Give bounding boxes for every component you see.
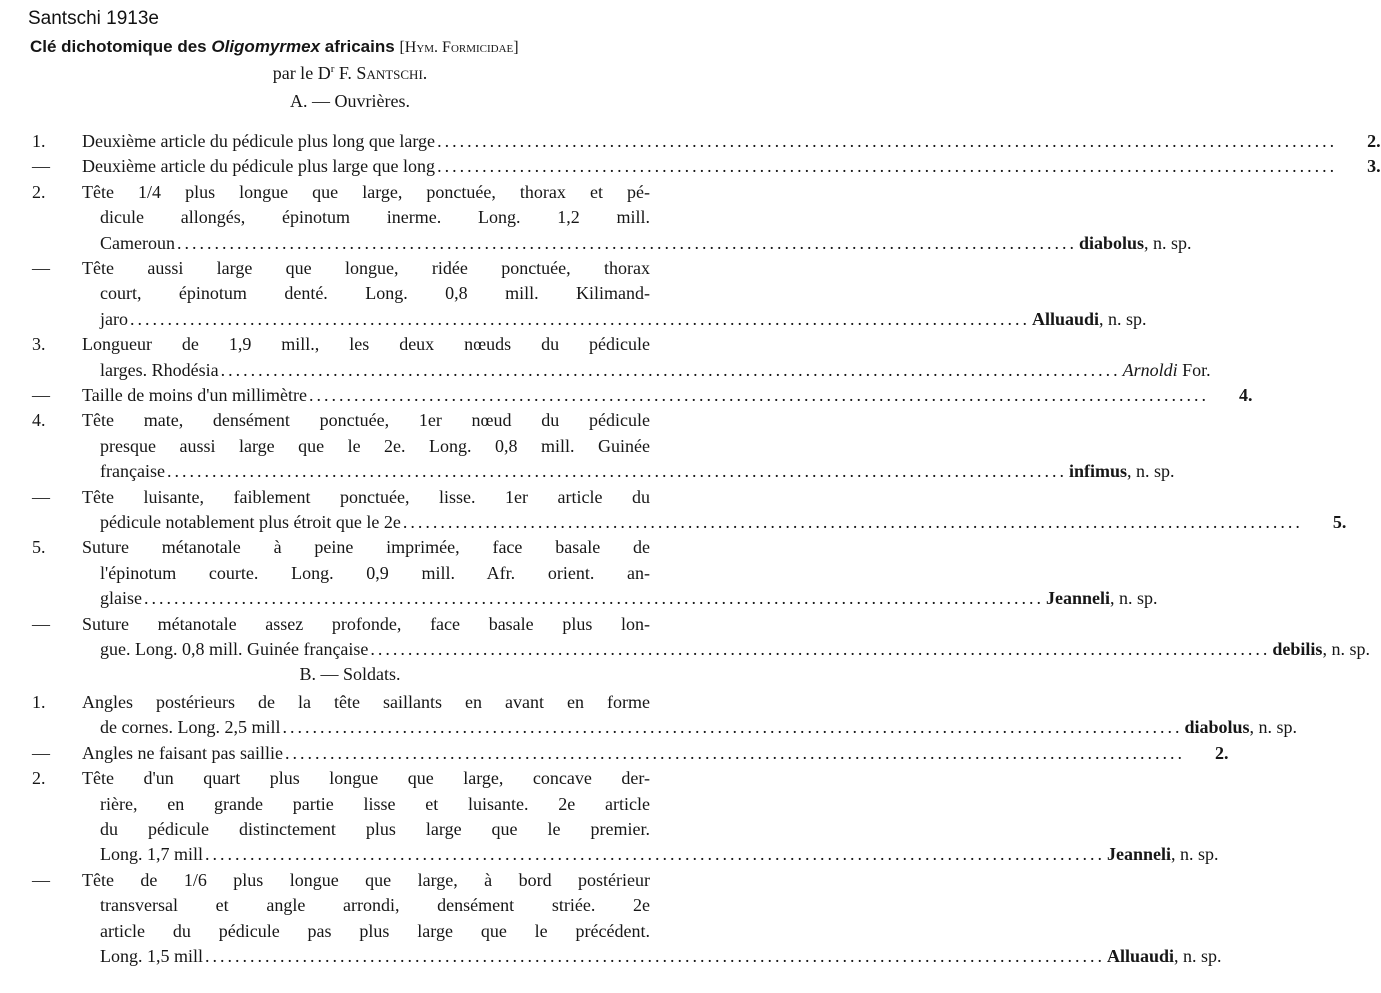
couplet-number: — — [32, 486, 50, 507]
couplet-line: court, épinotum denté. Long. 0,8 mill. Kilimand- — [100, 283, 650, 304]
couplet-target: 4. — [1238, 385, 1253, 405]
couplet-line: rière, en grande partie lisse et luisante. 2e article — [100, 793, 650, 814]
title-suffix: africains — [324, 37, 395, 56]
couplet-line — [100, 359, 1211, 381]
title-order: [Hym. Formicidae] — [399, 39, 519, 56]
species-authority: , n. sp. — [1110, 588, 1158, 609]
leader-dots: ........................................................................................................................ — [129, 308, 1030, 329]
couplet-line: du pédicule distinctement plus large que le premier. — [100, 818, 650, 839]
couplet-number: — — [32, 385, 50, 405]
couplet-line — [82, 131, 1381, 152]
couplet-text: larges. Rhodésia — [100, 359, 219, 380]
species-name — [1107, 844, 1219, 865]
leader-dots: ........................................................................................................................ — [205, 844, 1105, 865]
species-authority: For. — [1177, 359, 1211, 380]
couplet-line: Tête d'un quart plus longue que large, concave der- — [82, 768, 650, 789]
couplet-line: article du pédicule pas plus large que le précédent. — [100, 920, 650, 941]
couplet-line: Longueur de 1,9 mill., les deux nœuds du pédicule — [82, 334, 650, 355]
couplet-line — [100, 945, 1222, 967]
document-title — [30, 37, 519, 57]
couplet-number: — — [32, 156, 50, 177]
couplet-number: 3. — [32, 334, 46, 355]
couplet-line — [82, 156, 1381, 177]
species-epithet: diabolus — [1078, 232, 1145, 253]
couplet-target: 2. — [1214, 742, 1229, 763]
couplet-line: presque aussi large que le 2e. Long. 0,8 mill. Guinée — [100, 435, 650, 456]
couplet-text: Deuxième article du pédicule plus large que long — [82, 156, 436, 177]
couplet-text: de cornes. Long. 2,5 mill — [100, 717, 281, 738]
leader-dots: ........................................................................................................................ — [282, 717, 1183, 738]
couplet-line — [100, 511, 1347, 533]
species-name — [1184, 717, 1297, 738]
source-citation: Santschi 1913e — [28, 8, 159, 29]
leader-dots: ........................................................................................................................ — [370, 638, 1271, 659]
couplet-number: — — [32, 613, 50, 634]
species-name — [1107, 946, 1222, 967]
couplet-number: — — [32, 258, 50, 278]
couplet-line — [82, 742, 1229, 764]
title-genus: Oligomyrmex — [211, 37, 321, 56]
species-name — [1046, 588, 1158, 609]
couplet-text: française — [100, 461, 165, 482]
species-epithet: debilis — [1272, 638, 1323, 659]
couplet-line — [100, 638, 1370, 660]
species-name — [1079, 233, 1192, 254]
couplet-line: Suture métanotale assez profonde, face basale plus lon- — [82, 613, 650, 634]
species-epithet: Alluaudi — [1107, 945, 1175, 966]
couplet-line: Angles postérieurs de la tête saillants en avant en forme — [82, 692, 650, 712]
couplet-number: 1. — [32, 692, 46, 712]
leader-dots: ........................................................................................................................ — [308, 385, 1209, 405]
byline-dr-sup: r — [330, 63, 335, 75]
couplet-number: — — [32, 742, 50, 763]
couplet-text: Long. 1,7 mill — [100, 844, 203, 865]
species-epithet: diabolus — [1184, 717, 1250, 738]
couplet-target: 3. — [1367, 156, 1381, 177]
couplet-line: Tête mate, densément ponctuée, 1er nœud du pédicule — [82, 410, 650, 431]
species-authority: , n. sp. — [1249, 717, 1298, 738]
couplet-line — [100, 844, 1219, 865]
couplet-target: 2. — [1367, 131, 1381, 151]
couplet-number: 5. — [32, 537, 46, 558]
leader-dots: ........................................................................................................................ — [220, 359, 1121, 380]
species-authority: , n. sp. — [1099, 308, 1147, 329]
species-authority: , n. sp. — [1322, 638, 1370, 659]
couplet-line — [100, 717, 1298, 738]
couplet-text: Long. 1,5 mill — [100, 945, 203, 966]
species-authority: , n. sp. — [1126, 461, 1175, 482]
couplet-text: Deuxième article du pédicule plus long que large — [82, 131, 436, 151]
couplet-number: 1. — [32, 131, 46, 151]
leader-dots: ........................................................................................................................ — [437, 156, 1338, 177]
couplet-text: Taille de moins d'un millimètre — [82, 385, 307, 405]
species-epithet: Jeanneli — [1107, 844, 1172, 865]
species-authority: , n. sp. — [1171, 844, 1219, 865]
couplet-line: transversal et angle arrondi, densément striée. 2e — [100, 895, 650, 916]
couplet-line — [100, 232, 1192, 254]
couplet-text: pédicule notablement plus étroit que le 2e — [100, 511, 401, 532]
couplet-number: 2. — [32, 768, 46, 789]
couplet-line: Suture métanotale à peine imprimée, face basale de — [82, 537, 650, 558]
leader-dots: ........................................................................................................................ — [402, 511, 1303, 532]
couplet-line: Tête de 1/6 plus longue que large, à bord postérieur — [82, 869, 650, 890]
couplet-number: 4. — [32, 410, 46, 431]
couplet-text: glaise — [100, 588, 142, 609]
couplet-line — [100, 588, 1158, 609]
species-epithet: Jeanneli — [1046, 588, 1111, 609]
couplet-text: Angles ne faisant pas saillie — [82, 742, 283, 763]
leader-dots: ........................................................................................................................ — [144, 588, 1044, 609]
couplet-text: Cameroun — [100, 232, 175, 253]
leader-dots: ........................................................................................................................ — [176, 232, 1077, 253]
couplet-line: Tête aussi large que longue, ridée ponctuée, thorax — [82, 258, 650, 278]
couplet-line — [100, 308, 1147, 330]
species-epithet: Arnoldi — [1122, 359, 1178, 380]
couplet-target: 5. — [1332, 511, 1347, 532]
byline-name: F. Santschi. — [338, 63, 428, 83]
byline-par: par le — [272, 63, 314, 83]
couplet-line: Tête 1/4 plus longue que large, ponctuée, thorax et pé- — [82, 181, 650, 202]
couplet-line — [82, 385, 1253, 406]
leader-dots: ........................................................................................................................ — [166, 461, 1067, 482]
couplet-line: dicule allongés, épinotum inerme. Long. 1,2 mill. — [100, 207, 650, 228]
species-authority: , n. sp. — [1174, 945, 1222, 966]
species-epithet: infimus — [1068, 461, 1127, 482]
couplet-line — [100, 461, 1175, 482]
species-name — [1032, 309, 1147, 330]
species-name — [1069, 461, 1175, 482]
couplet-number: 2. — [32, 181, 46, 202]
species-name — [1272, 639, 1370, 660]
species-epithet: Alluaudi — [1031, 308, 1100, 329]
couplet-line: Tête luisante, faiblement ponctuée, lisse. 1er article du — [82, 486, 650, 507]
leader-dots: ........................................................................................................................ — [437, 131, 1338, 151]
couplet-text: jaro — [100, 308, 128, 329]
species-authority: , n. sp. — [1144, 232, 1192, 253]
species-name — [1123, 360, 1211, 381]
leader-dots: ........................................................................................................................ — [284, 742, 1185, 763]
couplet-text: gue. Long. 0,8 mill. Guinée française — [100, 638, 369, 659]
section-heading-soldiers: B. — Soldats. — [299, 664, 401, 684]
leader-dots: ........................................................................................................................ — [205, 945, 1105, 966]
couplet-number: — — [32, 869, 50, 890]
section-heading-workers: A. — Ouvrières. — [290, 91, 410, 111]
title-prefix: Clé dichotomique des — [30, 37, 207, 56]
byline-dr: D — [317, 63, 331, 83]
author-byline — [0, 63, 700, 84]
couplet-line: l'épinotum courte. Long. 0,9 mill. Afr. orient. an- — [100, 562, 650, 583]
